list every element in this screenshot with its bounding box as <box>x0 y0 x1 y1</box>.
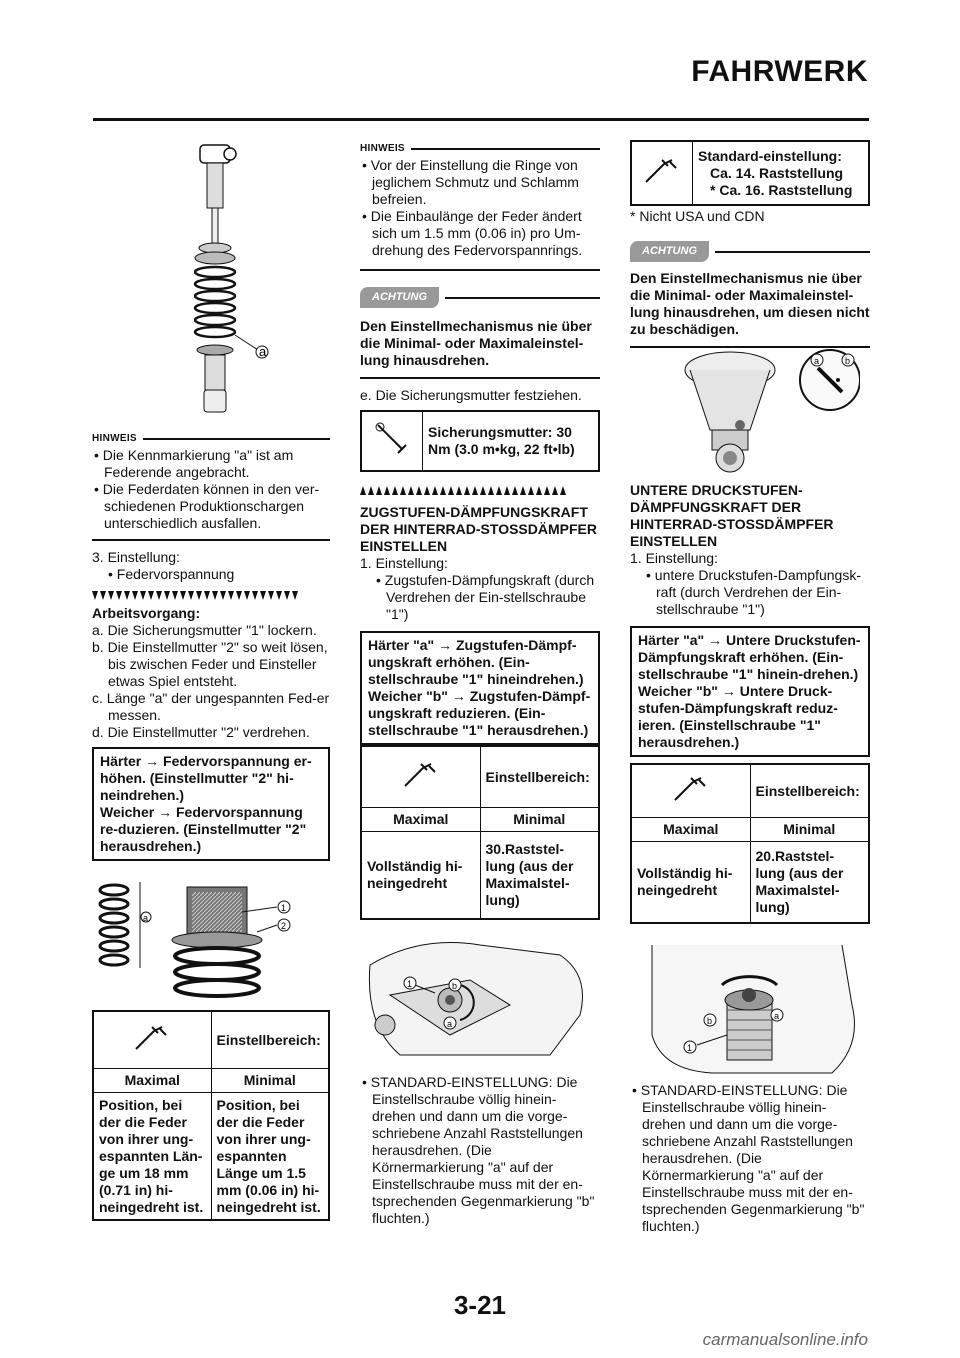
col1-hardness-box <box>92 747 330 861</box>
fig3-label-b: b <box>452 981 458 991</box>
fig5-label-1: 1 <box>687 1043 693 1053</box>
col3-standard-note <box>630 1082 870 1235</box>
col3-notes <box>630 140 870 355</box>
col2-step-e: e. Die Sicherungsmutter festziehen. <box>360 387 582 403</box>
col3-table-title: Einstellbereich: <box>750 764 869 818</box>
col2-step1-item: • Zugstufen-Dämpfungskraft (durch Verdrehen der Ein-stellschraube "1") <box>374 572 600 623</box>
col2-hinweis-item-1: • Vor der Einstellung die Ringe von jeglichem Schmutz und Schlamm befreien. <box>360 157 600 208</box>
procedure-step-b: b. Die Einstellmutter "2" so weit lösen, bis zwischen Feder und Einsteller etwas Spiel entsteht. <box>92 639 328 689</box>
col3-hardness-box <box>630 626 870 757</box>
fig4-label-a: a <box>814 356 820 366</box>
torque-wrench-icon <box>361 411 423 471</box>
col1-hinweis-item-1: • Die Kennmarkierung "a" ist am Federende angebracht. <box>92 447 330 481</box>
procedure-step-a: a. Die Sicherungsmutter "1" lockern. <box>92 622 317 638</box>
fig3-label-a: a <box>447 1019 453 1029</box>
col1-box-line-1: Härter → Federvorspannung er-höhen. (Einstellmutter "2" hi-neindrehen.) <box>100 753 312 803</box>
col1-hinweis-item-2: • Die Federdaten können in den ver-schiedenen Produktionschargen unterschiedlich ausfallen. <box>92 481 330 532</box>
wrench-icon <box>361 746 480 808</box>
col2-standard-text: • STANDARD-EINSTELLUNG: Die Einstellschraube völlig hinein-drehen und dann um die vorge-schriebene Anzahl Raststellungen herausdrehen. (Die Körnermarkierung "a" auf der Einstellschraube muss mit der en-tsprechenden Gegenmarkierung "b" fluchten.) <box>360 1074 600 1227</box>
procedure-step-d: d. Die Einstellmutter "2" verdrehen. <box>92 724 310 740</box>
col3-section <box>630 482 870 924</box>
col1-step3-label: 3. Einstellung: <box>92 549 180 565</box>
wrench-icon <box>631 141 693 205</box>
col3-standard-box <box>630 140 870 206</box>
col3-box-line-1: Härter "a" → Untere Druckstufen-Dämpfungskraft erhöhen. (Ein-stellschraube "1" hinein-drehen.) <box>638 632 861 682</box>
col1-max-value: Position, bei der die Feder von ihrer ung-espannten Län-ge um 18 mm (0.71 in) hi-neingedreht ist. <box>93 1093 211 1221</box>
procedure-label: Arbeitsvorgang: <box>92 605 201 621</box>
col2-min-value: 30.Raststel-lung (aus der Maximalstel-lung) <box>480 832 599 920</box>
shock-absorber-illustration <box>160 140 290 420</box>
col2-hardness-box <box>360 631 600 745</box>
col3-step1-label: 1. Einstellung: <box>630 550 718 566</box>
fig2-label-2: 2 <box>281 921 287 931</box>
procedure-step-c: c. Länge "a" der ungespannten Fed-er messen. <box>92 690 330 723</box>
col3-achtung-heading: ACHTUNG <box>630 241 870 262</box>
watermark: carmanualsonline.info <box>702 1330 868 1349</box>
fig2-label-1: 1 <box>281 903 287 913</box>
col2-box-line-2: Weicher "b" → Zugstufen-Dämpf-ungskraft reduzieren. (Ein-stellschraube "1" herausdrehen.) <box>368 688 591 738</box>
lower-compression-adjuster-illustration <box>632 945 868 1075</box>
col3-max-value: Vollständig hi-neingedreht <box>631 842 750 924</box>
col1-step3-item: • Federvorspannung <box>106 566 330 583</box>
fig3-label-1: 1 <box>407 979 413 989</box>
col3-std-line-2: * Ca. 16. Raststellung <box>710 181 853 198</box>
fig5-label-a: a <box>774 1011 780 1021</box>
col3-col-min: Minimal <box>750 818 869 842</box>
col1-table-title: Einstellbereich: <box>211 1011 329 1069</box>
col2-col-min: Minimal <box>480 808 599 832</box>
wrench-icon <box>93 1011 211 1069</box>
col3-std-title: Standard-einstellung: <box>698 147 842 164</box>
col2-box-line-1: Härter "a" → Zugstufen-Dämpf-ungskraft erhöhen. (Ein-stellschraube "1" hineindrehen.) <box>368 637 584 687</box>
col3-min-value: 20.Raststel-lung (aus der Maximalstel-lung) <box>750 842 869 924</box>
col2-col-max: Maximal <box>361 808 480 832</box>
col3-achtung-text: Den Einstellmechanismus nie über die Minimal- oder Maximaleinstel-lung hinausdrehen, um diesen nicht zu beschädigen. <box>630 270 870 337</box>
col2-max-value: Vollständig hi-neingedreht <box>361 832 480 920</box>
col3-section-title: UNTERE DRUCKSTUFEN-DÄMPFUNGSKRAFT DER HINTERRAD-STOSSDÄMPFER EINSTELLEN <box>630 482 834 549</box>
col2-range-table <box>360 745 600 920</box>
col1-range-table <box>92 1010 330 1221</box>
col1-box-line-2: Weicher → Federvorspannung re-duzieren. (Einstellmutter "2" herausdrehen.) <box>100 804 307 854</box>
page-title: FAHRWERK <box>691 55 868 88</box>
col2-hinweis-heading: HINWEIS <box>360 140 600 157</box>
col1-min-value: Position, bei der die Feder von ihrer ung-espannten Länge um 1.5 mm (0.06 in) hi-neingedreht ist. <box>211 1093 329 1221</box>
col2-table-title: Einstellbereich: <box>480 746 599 808</box>
col3-step1-item: • untere Druckstufen-Dampfungsk-raft (durch Verdrehen der Ein-stellschraube "1") <box>644 567 870 618</box>
col2-achtung-heading: ACHTUNG <box>360 287 600 308</box>
col1-col-max: Maximal <box>93 1069 211 1093</box>
wrench-icon <box>631 764 750 818</box>
fig1-label-a: a <box>259 344 267 359</box>
col2-step1-label: 1. Einstellung: <box>360 555 448 571</box>
col1-notes <box>92 430 330 861</box>
col1-col-min: Minimal <box>211 1069 329 1093</box>
fig4-label-b: b <box>845 356 851 366</box>
col2-achtung-text: Den Einstellmechanismus nie über die Minimal- oder Maximaleinstel-lung hinausdrehen. <box>360 318 592 368</box>
spring-preload-illustration <box>92 872 330 1000</box>
col3-standard-text: • STANDARD-EINSTELLUNG: Die Einstellschraube völlig hinein-drehen und dann um die vorge-schriebene Anzahl Raststellungen herausdrehen. (Die Körnermarkierung "a" auf der Einstellschraube muss mit der en-tsprechenden Gegenmarkierung "b" fluchten.) <box>630 1082 870 1235</box>
col2-torque-box <box>360 410 600 472</box>
header-rule <box>93 118 869 121</box>
col2-torque-text: Sicherungsmutter: 30 Nm (3.0 m•kg, 22 ft•lb) <box>423 411 600 471</box>
col3-std-line-1: Ca. 14. Raststellung <box>710 164 844 181</box>
col3-box-line-2: Weicher "b" → Untere Druck-stufen-Dämpfungskraft reduz-ieren. (Einstellschraube "1" herausdrehen.) <box>638 683 838 750</box>
compression-adjuster-illustration <box>680 340 860 475</box>
fig5-label-b: b <box>707 1016 713 1026</box>
procedure-end-marker <box>360 486 600 496</box>
col3-std-note: * Nicht USA und CDN <box>630 208 765 224</box>
fig2-label-a: a <box>143 913 149 923</box>
col1-hinweis-heading: HINWEIS <box>92 430 330 447</box>
col2-hinweis-item-2: • Die Einbaulänge der Feder ändert sich um 1.5 mm (0.06 in) pro Um-drehung des Federvorspannrings. <box>360 208 600 259</box>
col3-range-table <box>630 763 870 924</box>
procedure-start-marker <box>92 591 330 601</box>
rebound-adjuster-illustration <box>360 925 600 1065</box>
col2-standard-note <box>360 1074 600 1227</box>
col2-notes <box>360 140 600 920</box>
col2-section-title: ZUGSTUFEN-DÄMPFUNGSKRAFT DER HINTERRAD-STOSSDÄMPFER EINSTELLEN <box>360 504 597 554</box>
page-number: 3-21 <box>453 1290 507 1320</box>
col3-col-max: Maximal <box>631 818 750 842</box>
